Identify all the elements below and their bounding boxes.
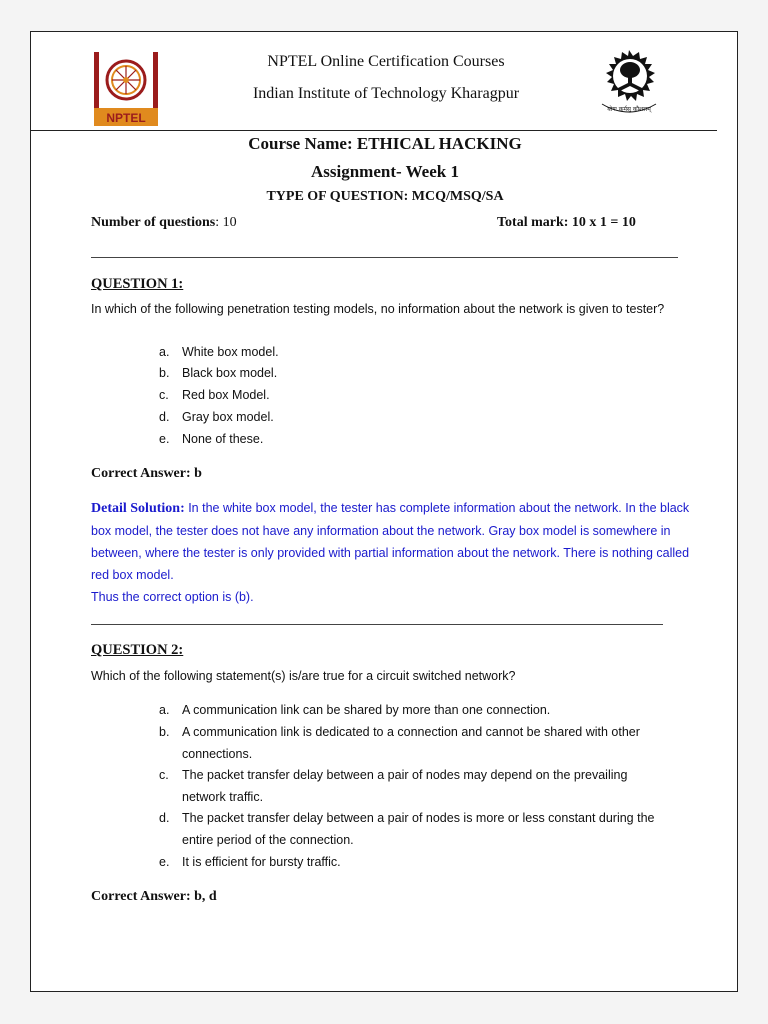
assignment-title: Assignment- Week 1 xyxy=(311,162,459,181)
nptel-logo xyxy=(92,52,160,126)
document-page: NPTEL NPTEL Online Certification Courses Indian Institute of Technology Kharagpur योगः कर्मसु कौशलम् Course Name: ETHICAL HACKING Assignment- Week 1 TYPE OF QUESTION: MCQ/MSQ/SA Number of questions: 10 Total mark: 10 x 1 = 10 QUESTION 1: In which of the following penetration testing models, no information about the network is given to tester? a. White box model. b. Black box model. c. Red box Model. d. Gray box model. e. None of these. Correct Answer: b Detail Solution: In the white box model, the tester has complete information about the network. In the black box model, the tester does not have any information about the network. Gray box model is somewhere in between, where the tester is only provided with partial information about the network. There is nothing called red box model. Thus the correct option is (b). QUESTION 2: Which of the following statement(s) is/are true for a circuit switched network? a. A communication link can be shared by more than one connection. b. A communication link is dedicated to a connection and cannot be shared with other connections. c. The packet transfer delay between a pair of nodes may depend on the prevailing network traffic. d. The packet transfer delay between a pair of nodes is more or less constant during the entire period of the connection. e. It is efficient for bursty traffic. Correct Answer: b, d xyxy=(30,31,738,992)
question-1-heading: QUESTION 1: xyxy=(91,276,184,292)
iit-kgp-emblem xyxy=(596,48,662,122)
course-name: Course Name: ETHICAL HACKING xyxy=(248,134,522,153)
question-2-text: Which of the following statement(s) is/are true for a circuit switched network? xyxy=(91,669,516,683)
svg-text:योगः कर्मसु कौशलम्: योगः कर्मसु कौशलम् xyxy=(607,106,651,113)
institution-program-title: NPTEL Online Certification Courses xyxy=(267,53,505,70)
svg-text:NPTEL: NPTEL xyxy=(106,111,146,125)
number-of-questions: Number of questions: 10 xyxy=(91,215,237,230)
question-1-solution: Detail Solution: In the white box model, the tester has complete information about the network. In the black box model, the tester does not have any information about the network. Gray box model is somewhere in between, where the tester is only provided with partial information about the network. There is nothing called red box model. Thus the correct option is (b). xyxy=(91,501,690,604)
question-2-heading: QUESTION 2: xyxy=(91,642,184,658)
question-2-answer: Correct Answer: b, d xyxy=(91,889,217,904)
total-mark: Total mark: 10 x 1 = 10 xyxy=(497,215,636,230)
section-divider xyxy=(91,257,678,258)
question-1-answer: Correct Answer: b xyxy=(91,466,202,481)
institution-name: Indian Institute of Technology Kharagpur xyxy=(252,85,520,102)
question-type: TYPE OF QUESTION: MCQ/MSQ/SA xyxy=(266,189,504,204)
header-divider xyxy=(31,130,717,131)
question-divider xyxy=(91,624,663,625)
question-1-text: In which of the following penetration testing models, no information about the network is given to tester? xyxy=(91,302,665,316)
